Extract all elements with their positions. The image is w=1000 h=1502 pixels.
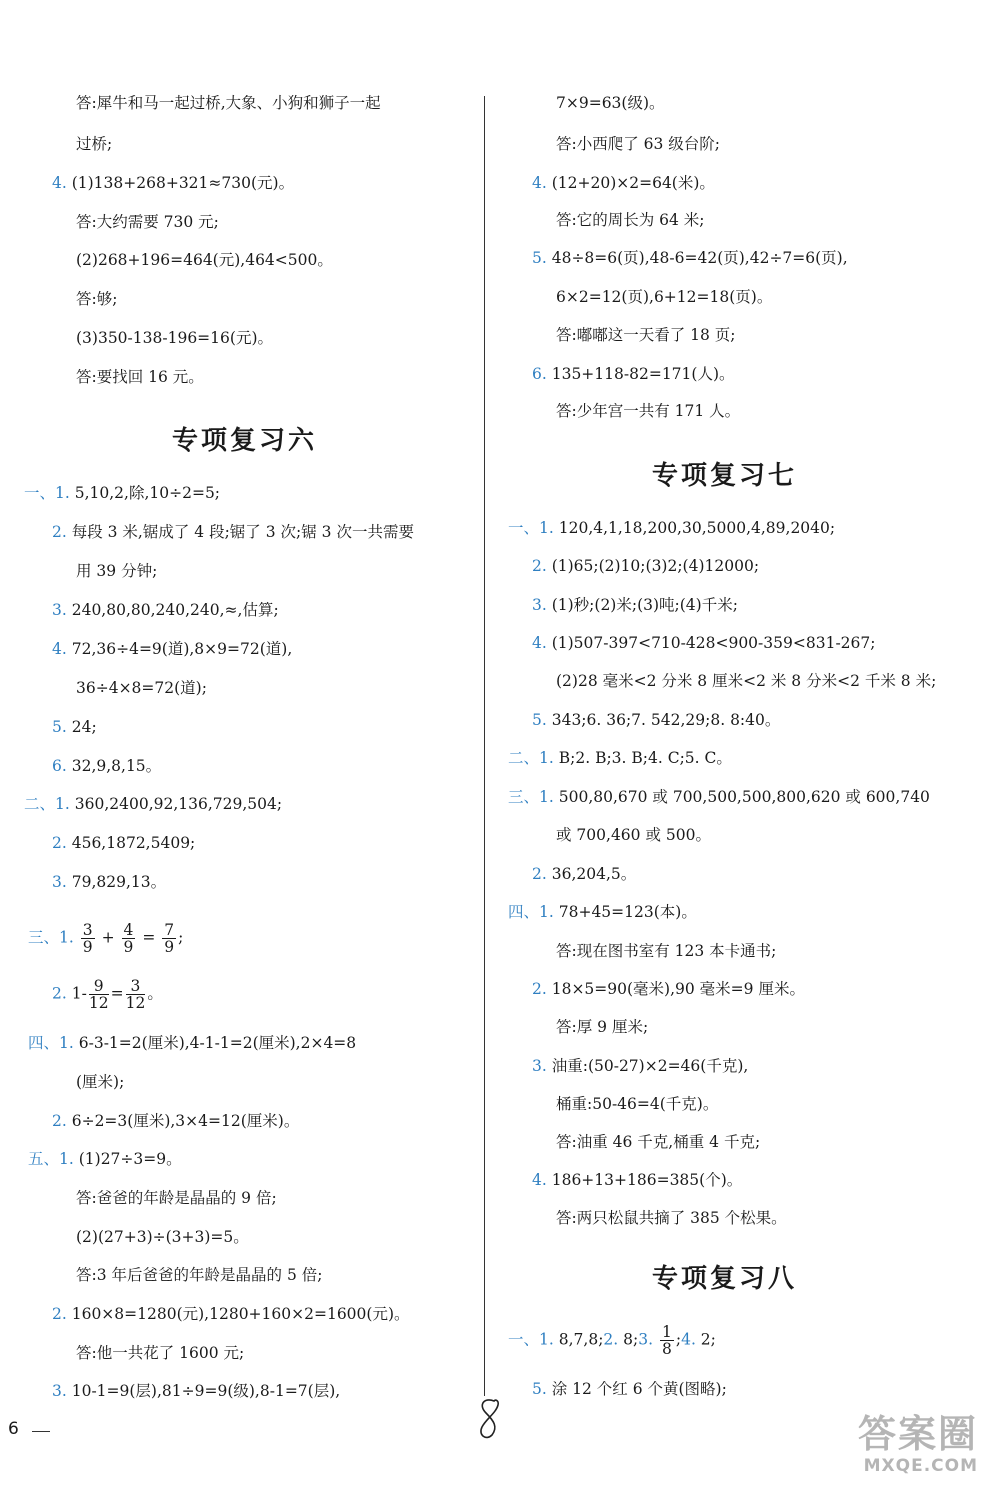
answer-text: (1)507-397<710-428<900-359<831-267; (551, 634, 876, 652)
answer-text: 18×5=90(毫米),90 毫米=9 厘米。 (551, 980, 805, 998)
answer-line (532, 555, 759, 577)
answer-line (76, 92, 381, 114)
answer-line (52, 172, 294, 194)
item-number: 1. (539, 788, 559, 806)
item-number: 2. (52, 984, 67, 1003)
answer-text: 456,1872,5409; (71, 834, 196, 852)
answer-line (532, 709, 780, 731)
item-number: 3. (52, 873, 72, 891)
expression-start: 1- (71, 984, 87, 1003)
answer-line (556, 940, 776, 962)
answer-line (76, 133, 112, 155)
answer-text: 或 700,460 或 500。 (556, 826, 711, 844)
answer-line (76, 366, 204, 388)
denominator: 9 (82, 938, 93, 956)
numerator: 7 (164, 921, 175, 939)
answer-text: (2)(27+3)÷(3+3)=5。 (76, 1228, 249, 1246)
answer-line (508, 786, 930, 808)
section-marker: 五、 (28, 1150, 60, 1168)
answer-text: 答:它的周长为 64 米; (556, 211, 705, 229)
answer-line (532, 863, 636, 885)
item-number: 1. (59, 1150, 79, 1168)
section-marker: 一、 (508, 519, 540, 537)
answer-text: 答:大约需要 730 元; (76, 213, 219, 231)
fraction (660, 1324, 674, 1357)
answer-line (76, 249, 333, 271)
numerator: 3 (82, 921, 93, 939)
answer-line (76, 288, 117, 310)
answer-text: 答:犀牛和马一起过桥,大象、小狗和狮子一起 (76, 94, 381, 112)
answer-line (76, 1342, 244, 1364)
fraction (122, 922, 136, 955)
operator: + (101, 928, 115, 947)
answer-text: 答:够; (76, 290, 118, 308)
item-number: 2. (532, 557, 552, 575)
item-number: 1. (59, 1034, 79, 1052)
answer-line (24, 793, 282, 815)
section-marker: 二、 (508, 749, 540, 767)
heading-review-6: 专项复习六 (172, 426, 318, 456)
item-number: 5. (532, 249, 552, 267)
answer-line (52, 1110, 299, 1132)
answer-line (556, 1131, 760, 1153)
item-number: 2. (52, 834, 72, 852)
answer-text: 7×9=63(级)。 (556, 94, 665, 112)
fraction (89, 978, 109, 1011)
item-number: 1. (55, 484, 75, 502)
answer-line (556, 400, 740, 422)
item-number: 3. (52, 1382, 72, 1400)
item-number: 4. (532, 174, 552, 192)
item-number: 2. (52, 1112, 72, 1130)
answer-text: 32,9,8,15。 (71, 757, 162, 775)
answer-text: (1)27÷3=9。 (78, 1150, 182, 1168)
fraction (126, 978, 146, 1011)
operator: = (110, 984, 124, 1003)
section-marker: 一、 (508, 1330, 540, 1349)
answer-line (556, 324, 736, 346)
answer-text: 186+13+186=385(个)。 (551, 1171, 743, 1189)
answer-text: 答:少年宫一共有 171 人。 (556, 402, 741, 420)
punctuation: ; (675, 1330, 682, 1349)
answer-line (52, 521, 414, 543)
section-marker: 三、 (28, 928, 60, 947)
answer-line (76, 1226, 249, 1248)
answer-line (76, 1071, 124, 1093)
numerator: 4 (123, 921, 134, 939)
handwritten-mark (470, 1395, 510, 1443)
answer-text: 360,2400,92,136,729,504; (74, 795, 283, 813)
answer-line (508, 747, 732, 769)
answer-text: (1)138+268+321≈730(元)。 (71, 174, 295, 192)
answer-text: 涂 12 个红 6 个黄(图略); (551, 1380, 727, 1398)
answer-line (76, 327, 273, 349)
section-marker: 一、 (24, 484, 56, 502)
punctuation: ; (178, 928, 184, 947)
answer-text: 答:小西爬了 63 级台阶; (556, 135, 721, 153)
answer-text: 79,829,13。 (71, 873, 167, 891)
answer-line (532, 1055, 748, 1077)
answer-text: 160×8=1280(元),1280+160×2=1600(元)。 (71, 1305, 410, 1323)
answer-line (556, 1016, 648, 1038)
watermark (858, 1412, 978, 1476)
answer-text: 2; (695, 1330, 716, 1349)
denominator: 12 (88, 994, 109, 1012)
answer-text: 答:嘟嘟这一天看了 18 页; (556, 326, 736, 344)
answer-line (532, 978, 805, 1000)
page-number-dash (32, 1431, 50, 1432)
answer-line (532, 1378, 727, 1400)
answer-text: 78+45=123(本)。 (558, 903, 697, 921)
answer-line (556, 824, 711, 846)
answer-line (52, 599, 279, 621)
answer-text: 10-1=9(层),81÷9=9(级),8-1=7(层), (71, 1382, 341, 1400)
item-number: 4. (532, 1171, 552, 1189)
answer-line (556, 209, 705, 231)
denominator: 9 (164, 938, 175, 956)
answer-text: 72,36÷4=9(道),8×9=72(道), (71, 640, 293, 658)
item-number: 2. (52, 523, 72, 541)
answer-line (532, 172, 715, 194)
item-number: 1. (539, 749, 559, 767)
item-number: 4. (532, 634, 552, 652)
answer-text: 答:厚 9 厘米; (556, 1018, 649, 1036)
item-number: 2. (603, 1330, 619, 1349)
answer-line (556, 286, 772, 308)
answer-text: 6×2=12(页),6+12=18(页)。 (556, 288, 773, 306)
answer-text: 8,7,8; (558, 1330, 604, 1349)
answer-line (532, 247, 848, 269)
numerator: 9 (89, 978, 109, 995)
item-number: 5. (52, 718, 72, 736)
denominator: 8 (661, 1340, 672, 1358)
answer-text: 240,80,80,240,240,≈,估算; (71, 601, 279, 619)
answer-text: 48÷8=6(页),48-6=42(页),42÷7=6(页), (551, 249, 848, 267)
answer-text: 油重:(50-27)×2=46(千克), (551, 1057, 749, 1075)
answer-text: 答:要找回 16 元。 (76, 368, 204, 386)
answer-line (532, 594, 738, 616)
answer-line (52, 1380, 340, 1402)
answer-text: 6÷2=3(厘米),3×4=12(厘米)。 (71, 1112, 300, 1130)
answer-line (532, 1169, 742, 1191)
watermark-url: MXQE.COM (863, 1456, 979, 1476)
answer-text: 答:油重 46 千克,桶重 4 千克; (556, 1133, 761, 1151)
answer-text: (1)秒;(2)米;(3)吨;(4)千米; (551, 596, 738, 614)
item-number: 2. (532, 865, 552, 883)
column-divider (484, 96, 485, 1396)
answer-line (52, 832, 195, 854)
item-number: 6. (52, 757, 72, 775)
answer-text: 120,4,1,18,200,30,5000,4,89,2040; (558, 519, 836, 537)
answer-line (52, 716, 97, 738)
numerator: 1 (661, 1323, 672, 1341)
answer-text: 135+118-82=171(人)。 (551, 365, 735, 383)
fraction (81, 922, 95, 955)
answer-text: (3)350-138-196=16(元)。 (76, 329, 273, 347)
item-number: 3. (532, 596, 552, 614)
answer-text: 6-3-1=2(厘米),4-1-1=2(厘米),2×4=8 (78, 1034, 357, 1052)
item-number: 3. (638, 1330, 654, 1349)
answer-line (76, 560, 157, 582)
answer-text: 8; (618, 1330, 639, 1349)
answer-text: 5,10,2,除,10÷2=5; (74, 484, 221, 502)
answer-line (508, 901, 697, 923)
answer-text: 答:他一共花了 1600 元; (76, 1344, 245, 1362)
item-number: 2. (532, 980, 552, 998)
denominator: 9 (123, 938, 134, 956)
section-marker: 二、 (24, 795, 56, 813)
item-number: 4. (681, 1330, 696, 1349)
answer-text: 500,80,670 或 700,500,500,800,620 或 600,740 (558, 788, 930, 806)
answer-line (28, 1032, 356, 1054)
answer-text: 过桥; (76, 135, 113, 153)
answer-text: 用 39 分钟; (76, 562, 158, 580)
page-number: 6 (8, 1419, 19, 1439)
answer-text: (1)65;(2)10;(3)2;(4)12000; (551, 557, 760, 575)
fraction-line-3 (508, 1324, 716, 1357)
item-number: 3. (52, 601, 72, 619)
answer-line (52, 871, 166, 893)
item-number: 3. (532, 1057, 552, 1075)
heading-review-7: 专项复习七 (652, 461, 798, 491)
answer-line (76, 1187, 277, 1209)
answer-line (556, 670, 936, 692)
section-marker: 三、 (508, 788, 540, 806)
denominator: 12 (125, 994, 146, 1012)
answer-line (556, 1093, 718, 1115)
item-number: 1. (539, 903, 559, 921)
answer-text: 桶重:50-46=4(千克)。 (556, 1095, 719, 1113)
answer-text: (12+20)×2=64(米)。 (551, 174, 715, 192)
fraction-line-1 (28, 922, 183, 955)
operator: = (142, 928, 156, 947)
answer-text: (厘米); (76, 1073, 125, 1091)
answer-text: 24; (71, 718, 97, 736)
answer-text: 答:3 年后爸爸的年龄是晶晶的 5 倍; (76, 1266, 323, 1284)
answer-text: 每段 3 米,锯成了 4 段;锯了 3 次;锯 3 次一共需要 (71, 523, 414, 541)
answer-line (52, 755, 161, 777)
answer-line (76, 677, 207, 699)
answer-line (52, 638, 292, 660)
watermark-logo: 答案圈 (858, 1412, 979, 1456)
answer-text: 36÷4×8=72(道); (76, 679, 207, 697)
item-number: 6. (532, 365, 552, 383)
answer-line (28, 1148, 182, 1170)
item-number: 1. (539, 519, 559, 537)
section-marker: 四、 (28, 1034, 60, 1052)
heading-review-8: 专项复习八 (652, 1264, 798, 1294)
answer-text: 343;6. 36;7. 542,29;8. 8:40。 (551, 711, 781, 729)
answer-text: 答:爸爸的年龄是晶晶的 9 倍; (76, 1189, 277, 1207)
fraction-line-2 (52, 978, 163, 1011)
answer-text: (2)28 毫米<2 分米 8 厘米<2 米 8 分米<2 千米 8 米; (556, 672, 937, 690)
item-number: 4. (52, 174, 72, 192)
item-number: 1. (539, 1330, 554, 1349)
answer-text: (2)268+196=464(元),464<500。 (76, 251, 333, 269)
answer-line (556, 133, 720, 155)
item-number: 5. (532, 1380, 552, 1398)
answer-line (532, 363, 735, 385)
section-marker: 四、 (508, 903, 540, 921)
answer-line (556, 92, 665, 114)
answer-line (556, 1207, 787, 1229)
numerator: 3 (126, 978, 146, 995)
item-number: 1. (59, 928, 74, 947)
answer-line (508, 517, 835, 539)
item-number: 1. (55, 795, 75, 813)
answer-text: 36,204,5。 (551, 865, 637, 883)
answer-line (76, 211, 219, 233)
answer-text: B;2. B;3. B;4. C;5. C。 (558, 749, 732, 767)
answer-line (24, 482, 220, 504)
item-number: 5. (532, 711, 552, 729)
answer-line (532, 632, 876, 654)
answer-text: 答:两只松鼠共摘了 385 个松果。 (556, 1209, 787, 1227)
punctuation: 。 (147, 984, 163, 1003)
answer-line (76, 1264, 322, 1286)
answer-line (52, 1303, 410, 1325)
item-number: 4. (52, 640, 72, 658)
answer-text: 答:现在图书室有 123 本卡通书; (556, 942, 777, 960)
fraction (162, 922, 176, 955)
item-number: 2. (52, 1305, 72, 1323)
